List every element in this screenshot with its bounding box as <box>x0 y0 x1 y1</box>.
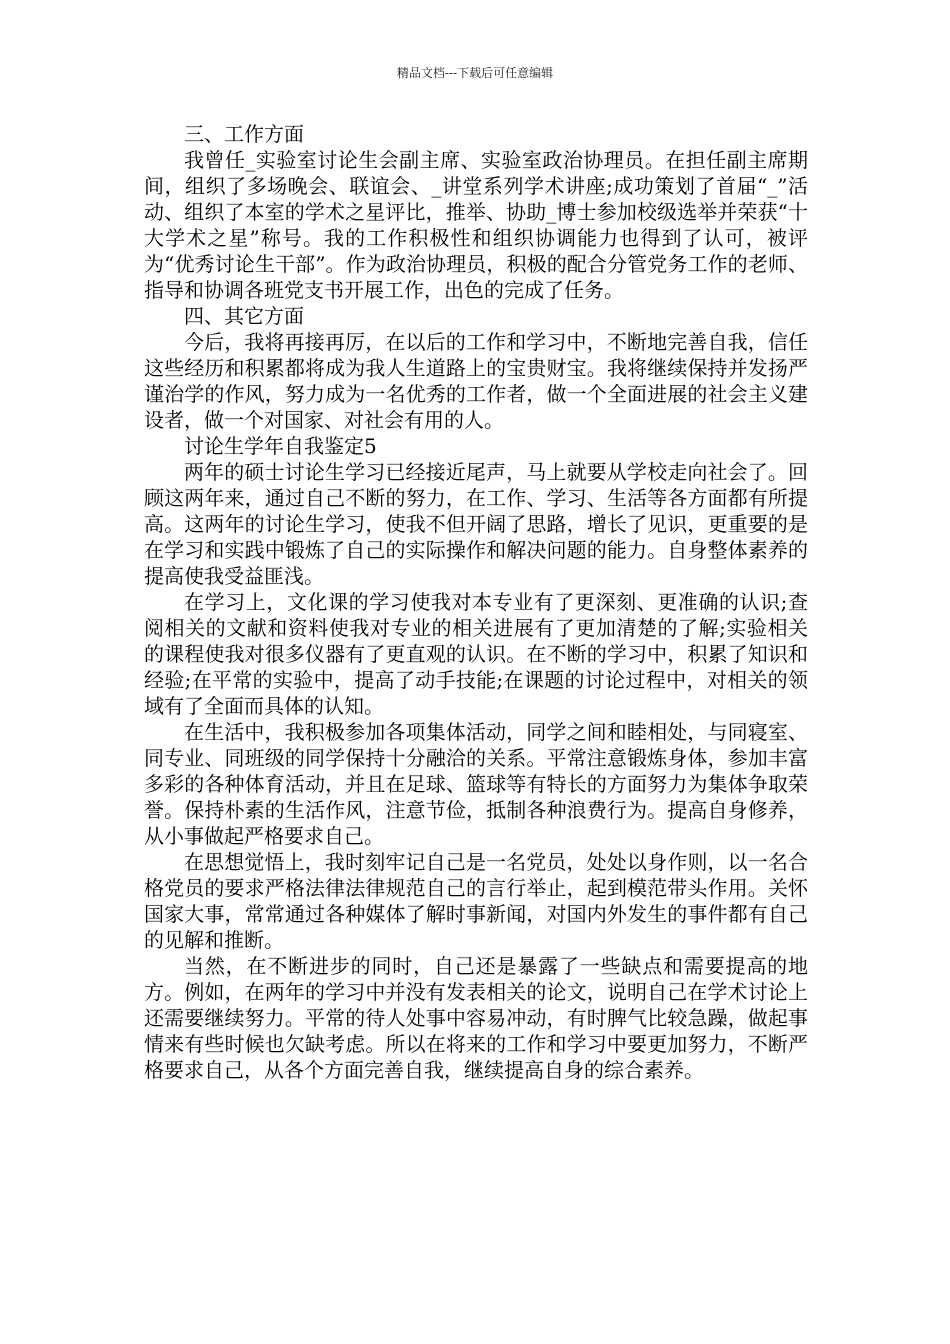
paragraph-work: 我曾任_实验室讨论生会副主席、实验室政治协理员。在担任副主席期间，组织了多场晚会、联谊会、_讲堂系列学术讲座;成功策划了首届“_”活动、组织了本室的学术之星评比，推举、协助_博士参加校级选举并荣获“十大学术之星”称号。我的工作积极性和组织协调能力也得到了认可，被评为“优秀讨论生干部”。作为政治协理员，积极的配合分管党务工作的老师、指导和协调各班党支书开展工作，出色的完成了任务。 <box>144 148 808 302</box>
paragraph-ideology: 在思想觉悟上，我时刻牢记自己是一名党员，处处以身作则，以一名合格党员的要求严格法律法律规范自己的言行举止，起到模范带头作用。关怀国家大事，常常通过各种媒体了解时事新闻，对国内外发生的事件都有自己的见解和推断。 <box>144 850 808 952</box>
page-header: 精品文档---下载后可任意编辑 <box>396 66 554 80</box>
paragraph-study: 在学习上，文化课的学习使我对本专业有了更深刻、更准确的认识;查阅相关的文献和资料使我对专业的相关进展有了更加清楚的了解;实验相关的课程使我对很多仪器有了更直观的认识。在不断的学习中，积累了知识和经验;在平常的实验中，提高了动手技能;在课题的讨论过程中，对相关的领域有了全面而具体的认知。 <box>144 590 808 718</box>
section-heading-other: 四、其它方面 <box>184 304 304 328</box>
paragraph-life: 在生活中，我积极参加各项集体活动，同学之间和睦相处，与同寝室、同专业、同班级的同学保持十分融洽的关系。平常注意锻炼身体，参加丰富多彩的各种体育活动，并且在足球、篮球等有特长的方面努力为集体争取荣誉。保持朴素的生活作风，注意节俭，抵制各种浪费行为。提高自身修养，从小事做起严格要求自己。 <box>144 720 808 848</box>
section-heading-work: 三、工作方面 <box>184 122 304 146</box>
paragraph-intro: 两年的硕士讨论生学习已经接近尾声，马上就要从学校走向社会了。回顾这两年来，通过自己不断的努力，在工作、学习、生活等各方面都有所提高。这两年的讨论生学习，使我不但开阔了思路，增长了见识，更重要的是在学习和实践中锻炼了自己的实际操作和解决问题的能力。自身整体素养的提高使我受益匪浅。 <box>144 460 808 588</box>
paragraph-other: 今后，我将再接再厉，在以后的工作和学习中，不断地完善自我，信任这些经历和积累都将成为我人生道路上的宝贵财宝。我将继续保持并发扬严谨治学的作风，努力成为一名优秀的工作者，做一个全面进展的社会主义建设者，做一个对国家、对社会有用的人。 <box>144 330 808 432</box>
document-body <box>144 121 808 1083</box>
document-title: 讨论生学年自我鉴定5 <box>184 434 377 458</box>
paragraph-shortcomings: 当然，在不断进步的同时，自己还是暴露了一些缺点和需要提高的地方。例如，在两年的学习中并没有发表相关的论文，说明自己在学术讨论上还需要继续努力。平常的待人处事中容易冲动，有时脾气比较急躁，做起事情来有些时候也欠缺考虑。所以在将来的工作和学习中要更加努力，不断严格要求自己，从各个方面完善自我，继续提高自身的综合素养。 <box>144 954 808 1082</box>
